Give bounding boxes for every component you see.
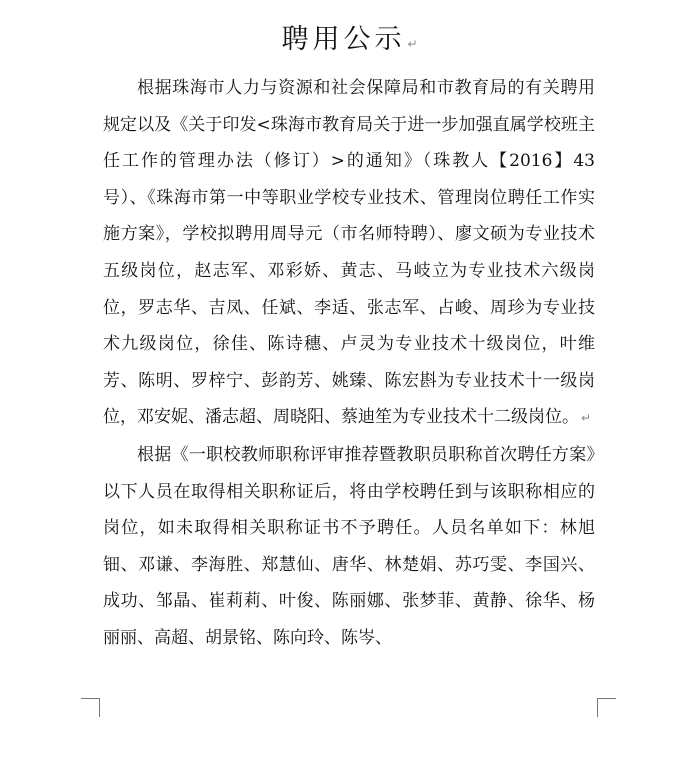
paragraph-1-text: 根据珠海市人力与资源和社会保障局和市教育局的有关聘用规定以及《关于印发<珠海市教育局关于进一步加强直属学校班主任工作的管理办法（修订）>的通知》（珠教人【2016】43 号）、《珠海市第一中等职业学校专业技术、管理岗位聘任工作实施方案》，学校拟聘用周导元（市名师特聘）、廖文硕为专业技术五级岗位，赵志军、邓彩娇、黄志、马岐立为专业技术六级岗位，罗志华、吉凤、任斌、李适、张志军、占峻、周珍为专业技术九级岗位，徐佳、陈诗穗、卢灵为专业技术十级岗位，叶维芳、陈明、罗梓宁、彭韵芳、姚臻、陈宏斟为专业技术十一级岗位，邓安妮、潘志超、周晓阳、蔡迪笙为专业技术十二级岗位。	[103, 78, 595, 428]
paragraph-mark-icon: ↵	[407, 37, 418, 51]
document-body[interactable]	[103, 70, 595, 657]
document-title: 聘用公示	[281, 24, 406, 55]
paragraph-2	[103, 437, 595, 657]
paragraph-1	[103, 70, 595, 437]
crop-mark-bottom-left-icon	[81, 698, 100, 717]
document-title-line	[0, 18, 699, 66]
paragraph-2-text: 根据《一职校教师职称评审推荐暨教职员职称首次聘任方案》以下人员在取得相关职称证后，将由学校聘任到与该职称相应的岗位，如未取得相关职称证书不予聘任。人员名单如下：林旭钿、邓谦、李海胜、郑慧仙、唐华、林楚娟、苏巧雯、李国兴、成功、邹晶、崔莉莉、叶俊、陈丽娜、张梦菲、黄静、徐华、杨丽丽、高超、胡景铭、陈向玲、陈岑、	[103, 444, 595, 648]
crop-mark-bottom-right-icon	[597, 698, 616, 717]
paragraph-mark-icon: ↵	[581, 411, 592, 426]
